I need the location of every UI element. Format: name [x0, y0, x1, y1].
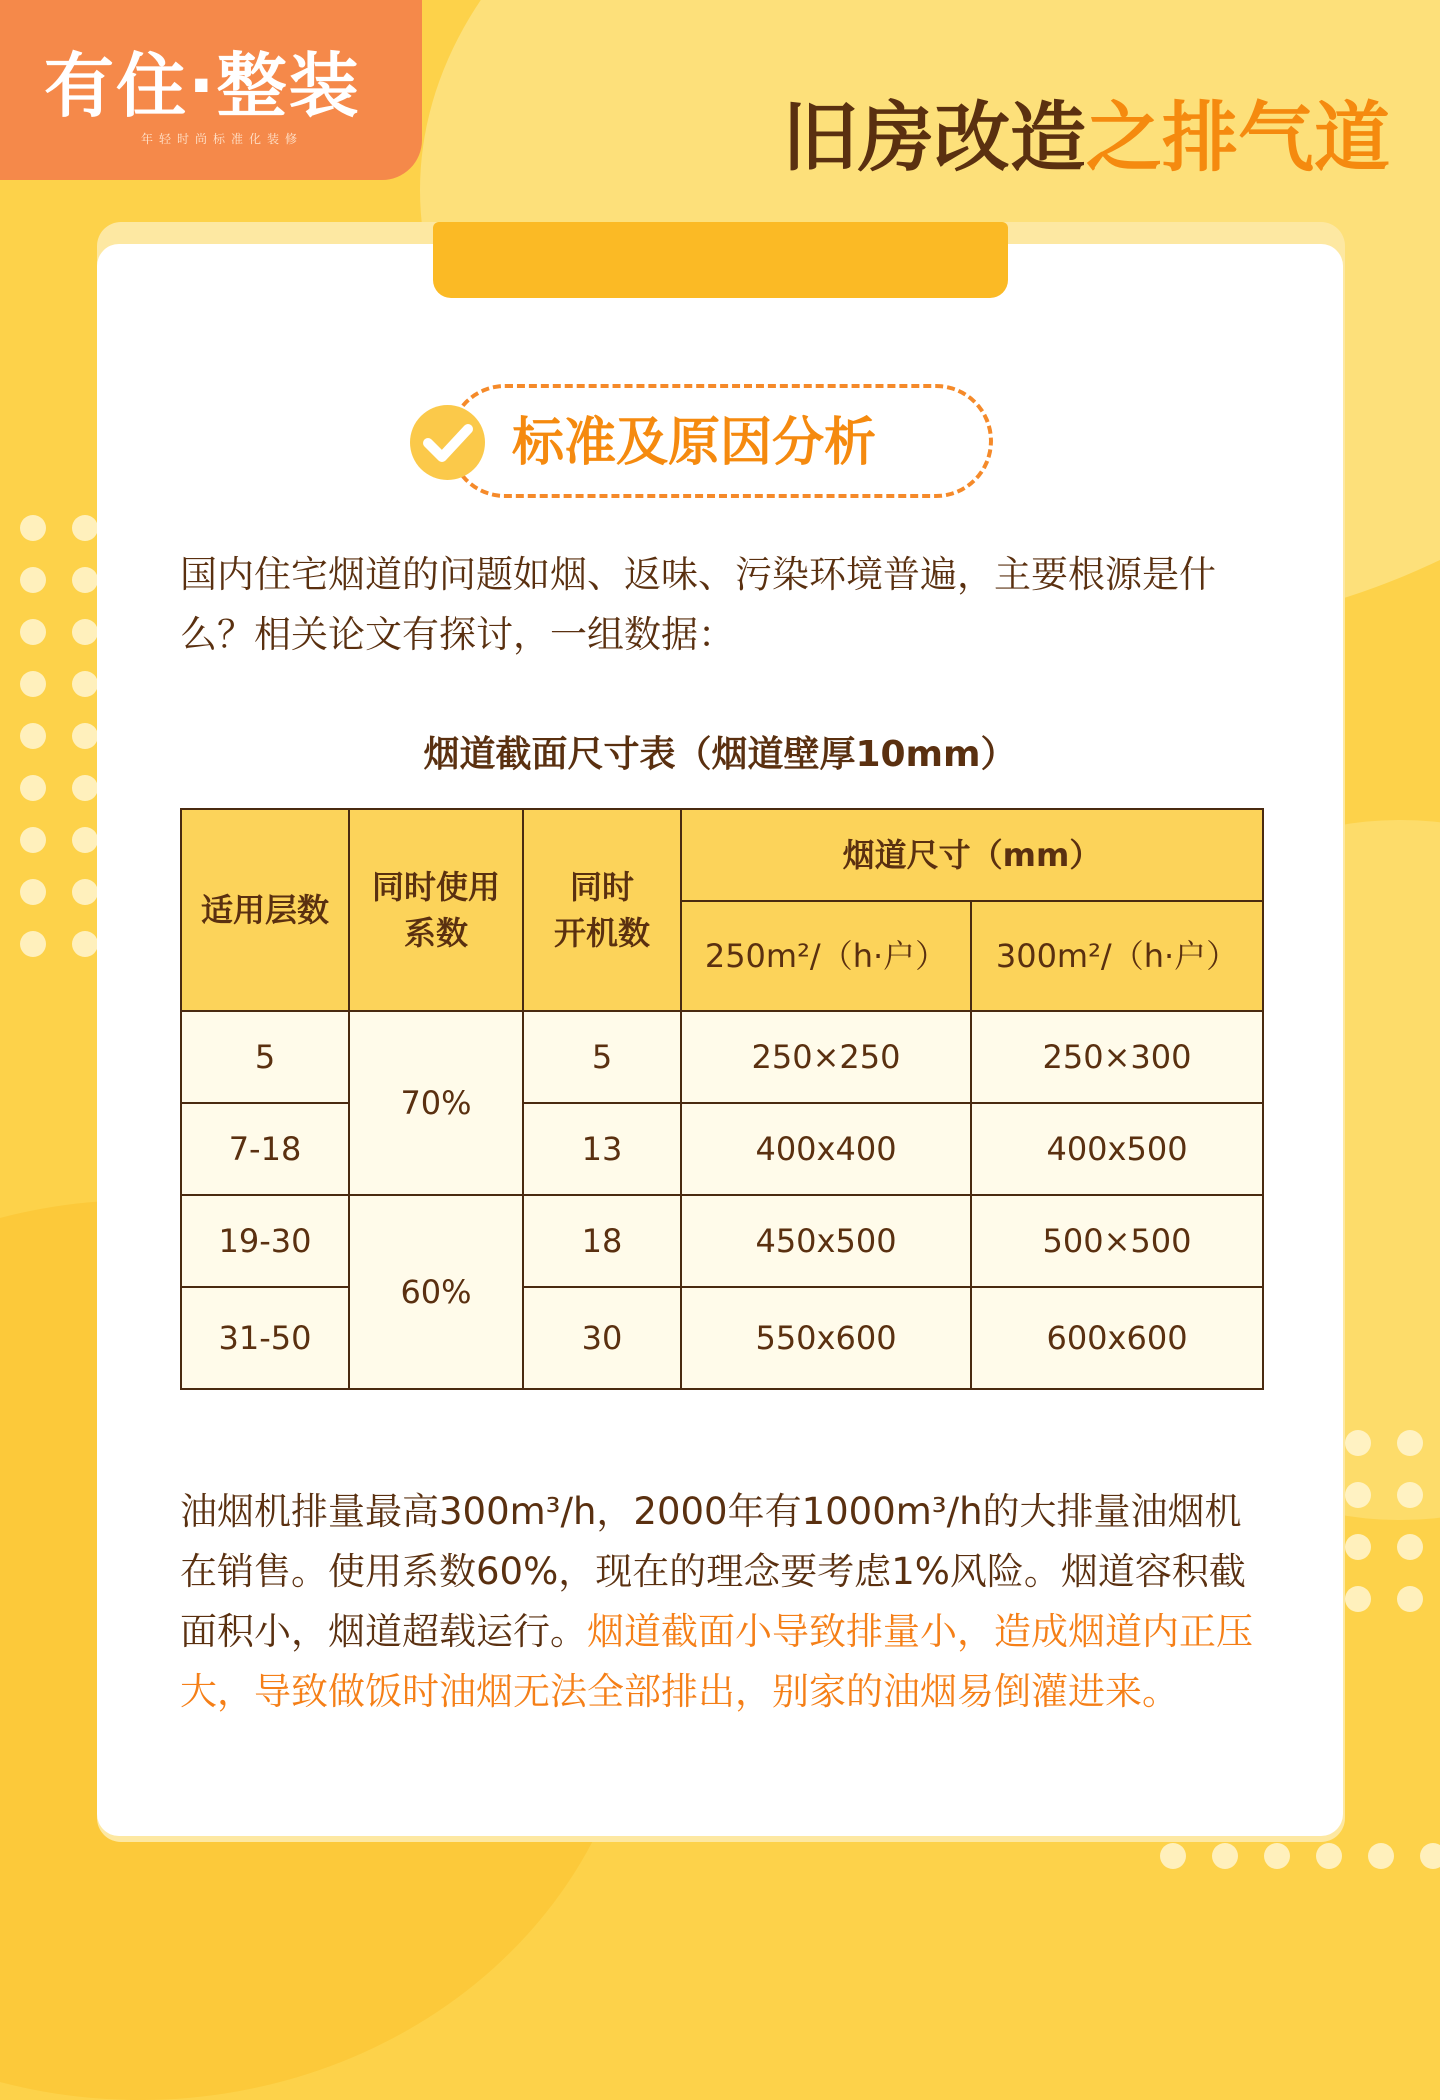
cell-size-250: 450x500 [681, 1195, 971, 1287]
cell-coef: 60% [349, 1195, 523, 1389]
cell-floors: 7-18 [181, 1103, 349, 1195]
decorative-dots-right [1345, 1430, 1423, 1612]
page-title-accent: 之排气道 [1086, 93, 1390, 182]
header-floors: 适用层数 [181, 809, 349, 1011]
page-title-main: 旧房改造 [782, 93, 1086, 182]
cell-floors: 5 [181, 1011, 349, 1103]
cell-machines: 5 [523, 1011, 681, 1103]
table-row [181, 1103, 1263, 1195]
brand-tagline: 年轻时尚标准化装修 [140, 132, 303, 146]
check-icon [410, 405, 485, 480]
outro-highlight: 烟道截面小导致排量小，造成烟道内正压大，导致做饭时油烟无法全部排出，别家的油烟易倒灌进来。 [180, 1610, 1253, 1713]
header-usage-coef [349, 809, 523, 1011]
cell-size-300: 500×500 [971, 1195, 1263, 1287]
cell-coef: 70% [349, 1011, 523, 1195]
cell-floors: 19-30 [181, 1195, 349, 1287]
cell-size-250: 400x400 [681, 1103, 971, 1195]
cell-size-300: 250×300 [971, 1011, 1263, 1103]
cell-size-250: 250×250 [681, 1011, 971, 1103]
cell-machines: 30 [523, 1287, 681, 1389]
cell-machines: 18 [523, 1195, 681, 1287]
header-machines-line2: 开机数 [553, 914, 650, 952]
card-tab [433, 222, 1008, 298]
cell-machines: 13 [523, 1103, 681, 1195]
header-size-300: 300m²/（h·户） [971, 901, 1263, 1011]
flue-size-table [180, 808, 1264, 1390]
decorative-dots-bottom [1160, 1843, 1440, 1869]
outro-text: 油烟机排量最高300m³/h，2000年有1000m³/h的大排量油烟机在销售。使用系数60%，现在的理念要考虑1%风险。烟道容积截面积小，烟道超载运行。 [180, 1490, 1246, 1653]
header-usage-coef-label: 同时使用系数 [371, 868, 500, 952]
header-machines-line1: 同时 [569, 868, 634, 906]
cell-size-250: 550x600 [681, 1287, 971, 1389]
intro-paragraph: 国内住宅烟道的问题如烟、返味、污染环境普遍，主要根源是什么？相关论文有探讨，一组数据： [180, 553, 1216, 656]
decorative-dots-left [20, 515, 98, 957]
header-size: 烟道尺寸（mm） [681, 809, 1263, 901]
header-machines [523, 809, 681, 1011]
table-row [181, 1287, 1263, 1389]
cell-size-300: 400x500 [971, 1103, 1263, 1195]
brand-name: 有住·整装 [44, 45, 361, 127]
table-row [181, 1195, 1263, 1287]
outro-paragraph [180, 1482, 1260, 1722]
header-size-250: 250m²/（h·户） [681, 901, 971, 1011]
cell-size-300: 600x600 [971, 1287, 1263, 1389]
page-title [700, 92, 1390, 184]
table-row [181, 1011, 1263, 1103]
brand-logo [0, 0, 422, 180]
table-title: 烟道截面尺寸表（烟道壁厚10mm） [423, 734, 1017, 775]
section-title: 标准及原因分析 [512, 413, 877, 473]
cell-floors: 31-50 [181, 1287, 349, 1389]
